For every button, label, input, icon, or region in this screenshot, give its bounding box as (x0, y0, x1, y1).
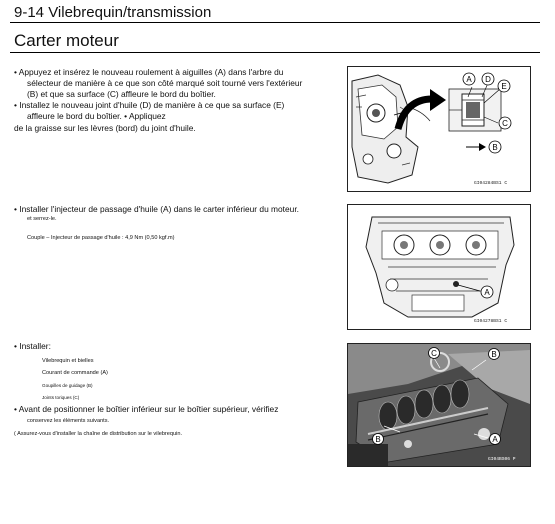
figure-oil-injector (347, 204, 531, 330)
instruction-line: • Installez le nouveau joint d'huile (D) de manière à ce que sa surface (E) (14, 100, 285, 110)
figure-label: E (501, 82, 507, 91)
figure-crankshaft-photo-drawing (348, 344, 530, 466)
figure-code: GI04284BS1 C (474, 181, 508, 186)
figure-label: C (502, 119, 508, 128)
figure-label: C (431, 349, 437, 358)
install-item: Vilebrequin et bielles (42, 358, 94, 364)
install-item: Joints toriques (C) (42, 395, 80, 400)
figure-code: GI04BS06 P (488, 457, 516, 462)
torque-spec: Couple – Injecteur de passage d'huile : 4,9 Nm (0,50 kgf.m) (27, 235, 175, 241)
instruction-line: affleure le bord du boîtier. • Appliquez (27, 111, 166, 121)
install-item: Goupilles de guidage (B) (42, 383, 93, 388)
figure-oil-injector-drawing (348, 205, 530, 329)
figure-label: B (492, 143, 498, 152)
instruction-line: • Appuyez et insérez le nouveau roulement à aiguilles (A) dans l'arbre du (14, 67, 284, 77)
figure-label: A (466, 75, 472, 84)
figure-label: A (492, 435, 498, 444)
page-header-title: 9-14 Vilebrequin/transmission (14, 4, 212, 21)
instruction-line: de la graisse sur les lèvres (bord) du joint d'huile. (14, 123, 196, 133)
figure-needle-bearing (347, 66, 531, 192)
figure-label: A (484, 288, 490, 297)
figure-needle-bearing-drawing (348, 67, 530, 191)
install-item: Courant de commande (A) (42, 370, 108, 376)
instruction-line: conservez les éléments suivants. (27, 418, 110, 424)
section-title: Carter moteur (14, 31, 119, 50)
figure-crankshaft-photo (347, 343, 531, 467)
figure-label: D (485, 75, 491, 84)
instruction-line: ( Assurez-vous d'installer la chaîne de distribution sur le vilebrequin. (14, 431, 183, 437)
instruction-line: sélecteur de manière à ce que son côté marqué soit tourné vers l'extérieur (27, 78, 303, 88)
section-rule (10, 52, 540, 53)
figure-code: GI04278BS1 C (474, 319, 508, 324)
instruction-line: • Installer l'injecteur de passage d'huile (A) dans le carter inférieur du moteur. (14, 204, 299, 214)
figure-label: B (375, 435, 381, 444)
header-rule (10, 22, 540, 23)
instruction-line: et serrez-le. (27, 216, 57, 222)
instruction-line: (B) et que sa surface (C) affleure le bord du boîtier. (27, 89, 216, 99)
instruction-line: • Avant de positionner le boîtier inférieur sur le boîtier supérieur, vérifiez (14, 404, 279, 414)
figure-label: B (491, 350, 497, 359)
instruction-line: • Installer: (14, 341, 51, 351)
